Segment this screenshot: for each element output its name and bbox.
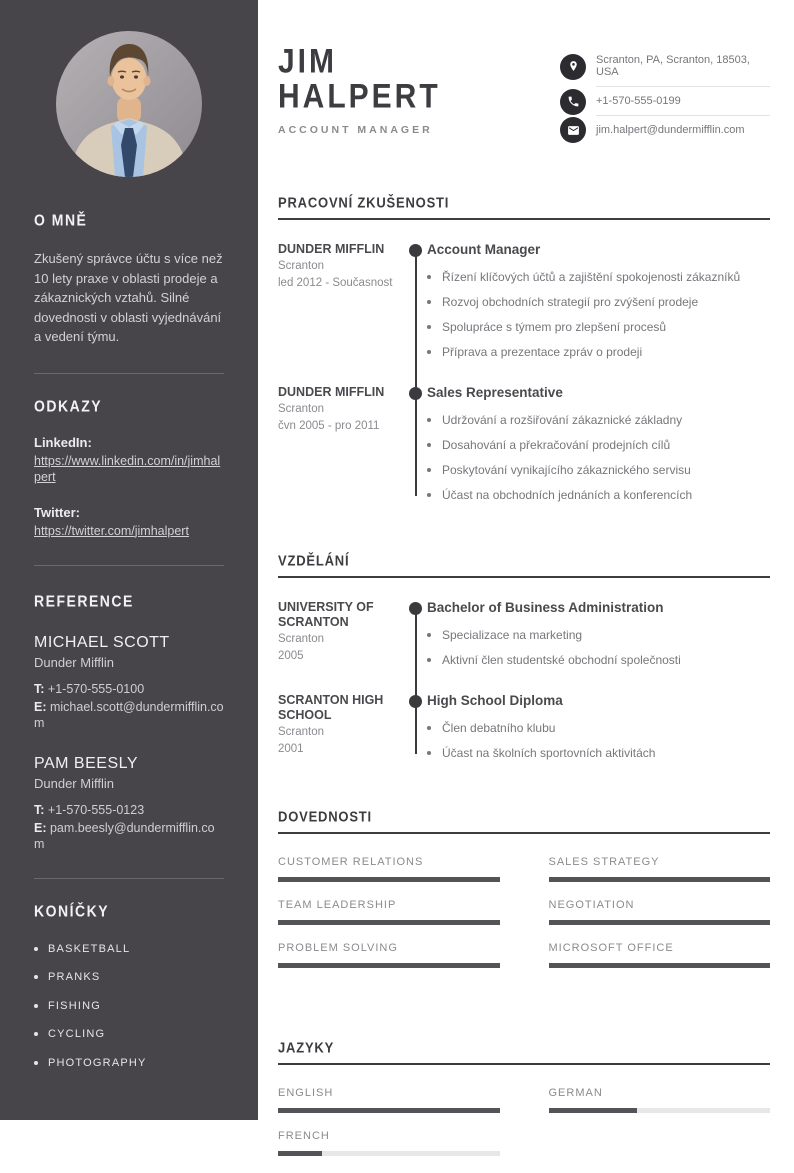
education-section (278, 554, 770, 760)
bullet-text: Účast na obchodních jednáních a konferencích (442, 488, 693, 502)
bullet-dot-icon (427, 633, 431, 637)
experience-entry (278, 242, 770, 359)
degree-name: Bachelor of Business Administration (427, 600, 664, 615)
hobby-label: FISHING (48, 999, 102, 1012)
hobby-label: PHOTOGRAPHY (48, 1056, 147, 1069)
bullet-item (427, 746, 770, 760)
job-bullets (427, 270, 770, 359)
entry-meta (278, 693, 406, 757)
school-name: UNIVERSITY OF SCRANTON (278, 600, 374, 629)
skill-label: NEGOTIATION (548, 899, 635, 911)
hobbies-section-title: KONÍČKY (34, 901, 110, 920)
phone-text: +1-570-555-0199 (596, 87, 770, 116)
sidebar-divider (34, 878, 224, 879)
references-section-title: REFERENCE (34, 591, 134, 610)
email-label: E: (34, 820, 47, 835)
about-section-title: O MNĚ (34, 211, 88, 229)
bullet-text: Specializace na marketing (442, 628, 583, 642)
skill-item (278, 856, 500, 882)
email-value: pam.beesly@dundermifflin.com (34, 820, 215, 851)
contact-row-email (560, 116, 770, 144)
education-entries (278, 600, 770, 760)
reference-name: MICHAEL SCOTT (34, 633, 170, 651)
reference-company: Dunder Mifflin (34, 775, 114, 791)
linkedin-link[interactable]: https://www.linkedin.com/in/jimhalpert (34, 453, 221, 484)
experience-entry (278, 385, 770, 502)
language-label: GERMAN (548, 1087, 603, 1099)
degree-bullets (427, 628, 770, 667)
name-block (278, 44, 441, 144)
bullet-dot-icon (427, 275, 431, 279)
skills-grid (278, 856, 770, 985)
skill-bar (549, 877, 771, 882)
bullet-dot-icon (34, 1032, 38, 1036)
reference-company: Dunder Mifflin (34, 654, 114, 670)
hobby-label: CYCLING (48, 1028, 106, 1040)
bullet-dot-icon (427, 468, 431, 472)
bullet-dot-icon (427, 300, 431, 304)
bullet-dot-icon (427, 325, 431, 329)
reference-phone (34, 802, 224, 818)
bullet-text: Účast na školních sportovních aktivitách (442, 746, 656, 760)
language-item (278, 1087, 500, 1113)
education-entry (278, 600, 770, 667)
bullet-item (427, 413, 770, 427)
degree-name: High School Diploma (427, 693, 563, 708)
bullet-item (427, 628, 770, 642)
phone-value: +1-570-555-0123 (47, 802, 145, 817)
graduation-year: 2005 (278, 650, 304, 662)
school-location: Scranton (278, 726, 325, 738)
skill-item (549, 899, 771, 925)
languages-section (278, 1041, 770, 1173)
bullet-dot-icon (427, 751, 431, 755)
job-dates: čvn 2005 - pro 2011 (278, 420, 380, 432)
bullet-text: Poskytování vynikajícího zákaznického servisu (442, 463, 691, 477)
email-text: jim.halpert@dundermifflin.com (596, 124, 745, 136)
reference-phone (34, 681, 224, 697)
skill-label: PROBLEM SOLVING (278, 942, 398, 954)
skill-bar-fill (278, 920, 500, 925)
sidebar-divider (34, 565, 224, 566)
email-value: michael.scott@dundermifflin.com (34, 699, 224, 730)
twitter-link[interactable]: https://twitter.com/jimhalpert (34, 523, 189, 538)
timeline-dot-icon (409, 602, 422, 615)
contact-row-location (560, 46, 770, 87)
company-name: DUNDER MIFFLIN (278, 242, 385, 256)
bullet-dot-icon (34, 1061, 38, 1065)
language-label: ENGLISH (278, 1087, 334, 1099)
link-item-twitter (34, 505, 224, 539)
reference-item (34, 634, 224, 731)
skill-bar-fill (278, 877, 500, 882)
twitter-label: Twitter: (34, 504, 80, 520)
language-item (278, 1130, 500, 1156)
main-content (258, 0, 794, 1142)
bullet-dot-icon (427, 493, 431, 497)
skill-bar (278, 920, 500, 925)
skills-section (278, 810, 770, 985)
bullet-text: Udržování a rozšiřování zákaznické základny (442, 413, 683, 427)
phone-icon (560, 89, 586, 115)
hobby-label: BASKETBALL (48, 942, 131, 955)
bullet-item (427, 463, 770, 477)
bullet-text: Aktivní člen studentské obchodní společnosti (442, 653, 681, 667)
skill-bar (549, 963, 771, 968)
location-text: Scranton, PA, Scranton, 18503, USA (596, 46, 770, 87)
resume-header (278, 44, 770, 144)
bullet-dot-icon (34, 1004, 38, 1008)
hobby-label: PRANKS (48, 971, 101, 983)
skill-bar-fill (549, 920, 771, 925)
school-name: SCRANTON HIGH SCHOOL (278, 693, 384, 722)
language-bar-fill (278, 1151, 322, 1156)
skill-item (549, 942, 771, 968)
email-icon (560, 117, 586, 143)
hobby-item (34, 943, 224, 955)
reference-email (34, 820, 224, 852)
job-role: Sales Representative (427, 385, 563, 400)
timeline-dot-icon (409, 695, 422, 708)
entry-meta (278, 242, 406, 291)
hobby-item (34, 971, 224, 983)
link-item-linkedin (34, 435, 224, 485)
location-pin-icon (560, 54, 586, 80)
contact-row-phone (560, 87, 770, 116)
skills-title: DOVEDNOSTI (278, 810, 770, 834)
education-title: VZDĚLÁNÍ (278, 554, 770, 578)
bullet-text: Dosahování a překračování prodejních cílů (442, 438, 671, 452)
reference-item (34, 755, 224, 852)
about-text: Zkušený správce účtu s více než 10 lety praxe v oblasti prodeje a zákaznických vztahů. Silné dovednosti v oblasti vyjednávání a vedení týmu. (34, 251, 223, 344)
reference-email (34, 699, 224, 731)
email-label: E: (34, 699, 47, 714)
skill-bar (278, 963, 500, 968)
skill-item (278, 942, 500, 968)
contact-block (560, 46, 770, 144)
bullet-item (427, 270, 770, 284)
skill-label: SALES STRATEGY (548, 856, 660, 868)
hobby-list (34, 943, 224, 1069)
company-name: DUNDER MIFFLIN (278, 385, 385, 399)
experience-section (278, 196, 770, 502)
avatar (56, 31, 202, 177)
languages-title: JAZYKY (278, 1041, 770, 1065)
bullet-text: Řízení klíčových účtů a zajištění spokojenosti zákazníků (442, 270, 741, 284)
linkedin-label: LinkedIn: (34, 434, 92, 450)
skill-bar-fill (278, 963, 500, 968)
skill-bar (278, 877, 500, 882)
bullet-text: Člen debatního klubu (442, 721, 556, 735)
language-bar (549, 1108, 771, 1113)
language-label: FRENCH (278, 1130, 330, 1142)
bullet-item (427, 345, 770, 359)
language-bar (278, 1108, 500, 1113)
hobby-item (34, 1057, 224, 1069)
bullet-item (427, 320, 770, 334)
language-item (549, 1087, 771, 1113)
entry-meta (278, 385, 406, 434)
skill-label: MICROSOFT OFFICE (548, 942, 674, 954)
hobby-item (34, 1028, 224, 1040)
languages-grid (278, 1087, 770, 1173)
reference-name: PAM BEESLY (34, 754, 138, 772)
phone-label: T: (34, 681, 45, 696)
bullet-dot-icon (427, 658, 431, 662)
bullet-dot-icon (427, 418, 431, 422)
timeline-dot-icon (409, 387, 422, 400)
language-bar-fill (549, 1108, 638, 1113)
links-section-title: ODKAZY (34, 396, 103, 415)
skill-item (549, 856, 771, 882)
skill-bar-fill (549, 963, 771, 968)
job-title: ACCOUNT MANAGER (278, 124, 433, 136)
skill-label: CUSTOMER RELATIONS (278, 856, 424, 868)
company-location: Scranton (278, 260, 325, 272)
entry-meta (278, 600, 406, 664)
job-role: Account Manager (427, 242, 541, 257)
bullet-dot-icon (427, 726, 431, 730)
bullet-item (427, 295, 770, 309)
job-bullets (427, 413, 770, 502)
experience-title: PRACOVNÍ ZKUŠENOSTI (278, 196, 770, 220)
bullet-text: Rozvoj obchodních strategií pro zvýšení prodeje (442, 295, 699, 309)
skill-bar (549, 920, 771, 925)
first-name: JIM (278, 42, 338, 81)
bullet-item (427, 653, 770, 667)
job-dates: led 2012 - Současnost (278, 277, 393, 289)
bullet-dot-icon (427, 443, 431, 447)
degree-bullets (427, 721, 770, 760)
phone-label: T: (34, 802, 45, 817)
school-location: Scranton (278, 633, 325, 645)
bullet-item (427, 721, 770, 735)
skill-bar-fill (549, 877, 771, 882)
company-location: Scranton (278, 403, 325, 415)
last-name: HALPERT (278, 77, 441, 116)
bullet-dot-icon (427, 350, 431, 354)
timeline-dot-icon (409, 244, 422, 257)
bullet-item (427, 438, 770, 452)
profile-photo-illustration (56, 31, 202, 177)
phone-value: +1-570-555-0100 (47, 681, 145, 696)
sidebar-divider (34, 373, 224, 374)
skill-item (278, 899, 500, 925)
graduation-year: 2001 (278, 743, 304, 755)
language-bar-fill (278, 1108, 500, 1113)
bullet-text: Spolupráce s týmem pro zlepšení procesů (442, 320, 667, 334)
hobby-item (34, 1000, 224, 1012)
language-bar (278, 1151, 500, 1156)
bullet-dot-icon (34, 947, 38, 951)
bullet-text: Příprava a prezentace zpráv o prodeji (442, 345, 643, 359)
bullet-item (427, 488, 770, 502)
skill-label: TEAM LEADERSHIP (278, 899, 397, 911)
person-name (278, 44, 441, 114)
sidebar (0, 0, 258, 1120)
bullet-dot-icon (34, 975, 38, 979)
education-entry (278, 693, 770, 760)
experience-entries (278, 242, 770, 502)
